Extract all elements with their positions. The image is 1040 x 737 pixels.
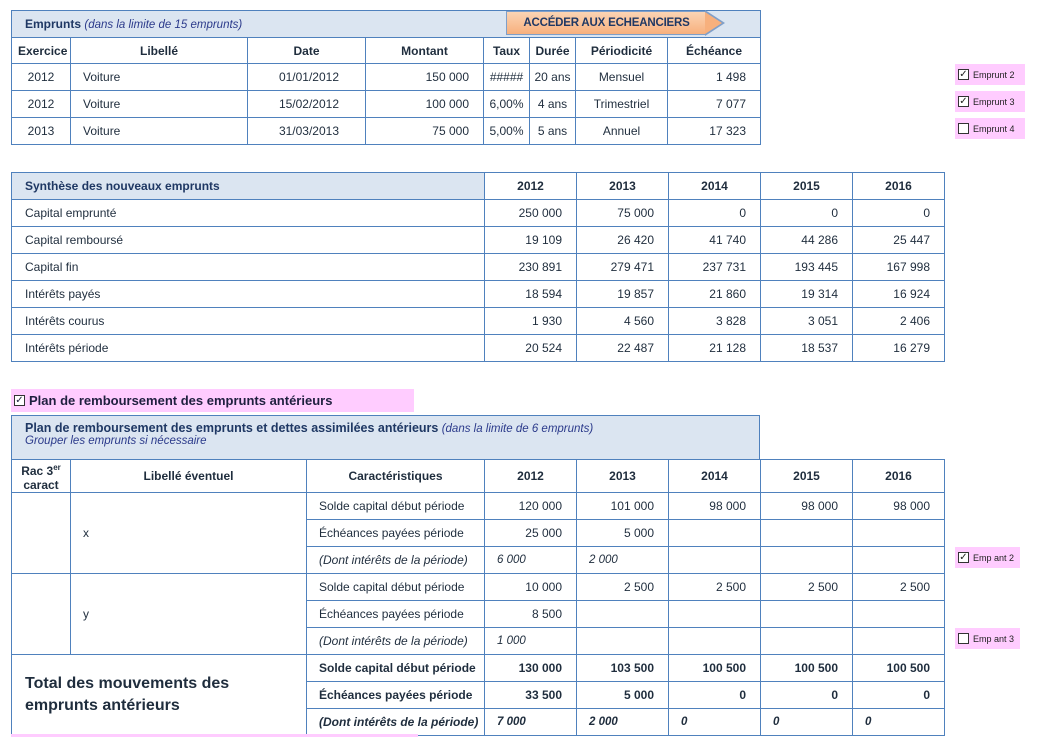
row-label: Échéances payées période [307,682,485,709]
value-cell[interactable]: 98 000 [669,493,761,520]
col-libelle-eventuel: Libellé éventuel [71,460,307,493]
value-cell: 0 [761,682,853,709]
table-row [12,64,761,91]
checkbox-checked-icon[interactable]: ✓ [959,95,968,107]
value-cell: 250 000 [485,200,577,227]
checkbox-label: Emprunt 4 [973,123,1015,134]
value-cell[interactable] [761,601,853,628]
checkbox-emp-ant-2[interactable] [955,547,1020,568]
plan-header [11,415,760,459]
emprunts-title: Emprunts [25,17,82,31]
value-cell[interactable]: 1 000 [485,628,577,655]
row-label: Solde capital début période [307,655,485,682]
col-caracteristiques: Caractéristiques [307,460,485,493]
row-label: Capital remboursé [12,227,485,254]
value-cell: 103 500 [577,655,669,682]
table-row [12,655,945,682]
cell-periodicite[interactable]: Mensuel [576,64,668,91]
plan-subtitle: Grouper les emprunts si nécessaire [25,435,207,447]
value-cell: 230 891 [485,254,577,281]
total-label: Total des mouvements des emprunts antérieurs [12,655,307,736]
value-cell[interactable] [577,628,669,655]
value-cell: 7 000 [485,709,577,736]
year-header: 2012 [485,173,577,200]
cell-montant[interactable]: 75 000 [366,118,484,145]
col-montant: Montant [366,38,484,64]
value-cell: 0 [669,709,761,736]
row-label: Capital emprunté [12,200,485,227]
value-cell[interactable]: 98 000 [853,493,945,520]
value-cell: 2 000 [577,709,669,736]
value-cell: 237 731 [669,254,761,281]
col-duree: Durée [530,38,576,64]
plan-title: Plan de remboursement des emprunts et dettes assimilées antérieurs [25,421,439,435]
col-taux: Taux [484,38,530,64]
value-cell: 18 537 [761,335,853,362]
cell-exercice[interactable]: 2013 [12,118,71,145]
value-cell[interactable] [669,601,761,628]
year-header: 2012 [485,460,577,493]
cell-echeance: 1 498 [668,64,761,91]
cell-date[interactable]: 15/02/2012 [248,91,366,118]
emprunts-subtitle: (dans la limite de 15 emprunts) [84,19,243,31]
checkbox-label: Emprunt 2 [973,69,1015,80]
value-cell: 19 109 [485,227,577,254]
value-cell[interactable] [669,628,761,655]
year-header: 2014 [669,460,761,493]
plan-checkbox-label: Plan de remboursement des emprunts antérieurs [29,393,333,408]
value-cell[interactable] [853,628,945,655]
value-cell: 2 406 [853,308,945,335]
cell-rac[interactable] [12,574,71,655]
value-cell: 1 930 [485,308,577,335]
row-label: Échéances payées période [307,601,485,628]
checkbox-unchecked-icon[interactable] [958,633,969,644]
cell-taux[interactable]: 5,00% [484,118,530,145]
value-cell: 21 860 [669,281,761,308]
checkbox-emprunt-2[interactable] [955,64,1025,85]
table-row [12,227,945,254]
value-cell: 18 594 [485,281,577,308]
cell-date[interactable]: 31/03/2013 [248,118,366,145]
row-label: Échéances payées période [307,520,485,547]
value-cell[interactable]: 2 500 [853,574,945,601]
cell-exercice[interactable]: 2012 [12,91,71,118]
table-row [12,493,945,520]
value-cell[interactable]: 2 500 [669,574,761,601]
row-label: Intérêts payés [12,281,485,308]
checkbox-plan-remboursement[interactable] [11,389,414,412]
value-cell: 0 [669,682,761,709]
checkbox-emp-ant-3[interactable] [955,628,1020,649]
value-cell: 3 051 [761,308,853,335]
row-label: Capital fin [12,254,485,281]
year-header: 2016 [853,173,945,200]
cell-duree[interactable]: 5 ans [530,118,576,145]
value-cell[interactable]: 2 500 [577,574,669,601]
cell-echeance: 7 077 [668,91,761,118]
value-cell: 3 828 [669,308,761,335]
value-cell: 193 445 [761,254,853,281]
cell-libelle-eventuel[interactable]: x [71,493,307,574]
table-row [12,281,945,308]
checkbox-label: Emp ant 3 [973,633,1015,644]
year-header: 2016 [853,460,945,493]
value-cell: 16 924 [853,281,945,308]
checkbox-label: Emp ant 2 [973,552,1015,563]
value-cell: 41 740 [669,227,761,254]
checkbox-emprunt-4[interactable] [955,118,1025,139]
value-cell: 5 000 [577,682,669,709]
table-row [12,118,761,145]
value-cell: 4 560 [577,308,669,335]
cell-libelle[interactable]: Voiture [71,118,248,145]
cell-exercice[interactable]: 2012 [12,64,71,91]
value-cell[interactable] [761,628,853,655]
table-row [12,254,945,281]
cell-montant[interactable]: 100 000 [366,91,484,118]
value-cell: 25 447 [853,227,945,254]
value-cell[interactable]: 2 000 [577,547,669,574]
value-cell[interactable] [853,520,945,547]
row-label: Intérêts période [12,335,485,362]
year-header: 2015 [761,173,853,200]
year-header: 2013 [577,173,669,200]
cell-taux[interactable]: ##### [484,64,530,91]
value-cell[interactable] [669,520,761,547]
year-header: 2014 [669,173,761,200]
col-libelle: Libellé [71,38,248,64]
cell-libelle[interactable]: Voiture [71,91,248,118]
col-echeance: Échéance [668,38,761,64]
table-row [12,200,945,227]
col-date: Date [248,38,366,64]
cell-rac[interactable] [12,493,71,574]
col-periodicite: Périodicité [576,38,668,64]
value-cell[interactable]: 2 500 [761,574,853,601]
synthese-table [11,172,945,362]
plan-title-note: (dans la limite de 6 emprunts) [441,423,594,435]
value-cell: 100 500 [761,655,853,682]
value-cell: 19 314 [761,281,853,308]
value-cell: 19 857 [577,281,669,308]
acceder-echeanciers-label[interactable]: ACCÉDER AUX ECHEANCIERS [506,11,706,35]
cell-date[interactable]: 01/01/2012 [248,64,366,91]
value-cell[interactable] [761,520,853,547]
cell-periodicite[interactable]: Annuel [576,118,668,145]
checkbox-label: Emprunt 3 [973,96,1015,107]
acceder-echeanciers-button[interactable] [506,10,724,36]
value-cell: 167 998 [853,254,945,281]
cell-duree[interactable]: 20 ans [530,64,576,91]
value-cell[interactable] [853,601,945,628]
checkbox-checked-icon[interactable]: ✓ [959,551,968,563]
value-cell: 22 487 [577,335,669,362]
cell-periodicite[interactable]: Trimestriel [576,91,668,118]
value-cell[interactable]: 8 500 [485,601,577,628]
cell-echeance: 17 323 [668,118,761,145]
cell-libelle[interactable]: Voiture [71,64,248,91]
table-row [12,91,761,118]
plan-table [11,459,945,736]
value-cell: 0 [853,682,945,709]
value-cell: 0 [761,200,853,227]
value-cell: 0 [853,200,945,227]
col-rac-label: Rac 3 [21,463,54,478]
table-row [12,574,945,601]
value-cell[interactable]: 6 000 [485,547,577,574]
cell-montant[interactable]: 150 000 [366,64,484,91]
table-row [12,308,945,335]
value-cell[interactable]: 98 000 [761,493,853,520]
value-cell[interactable] [853,547,945,574]
value-cell: 44 286 [761,227,853,254]
value-cell[interactable] [669,547,761,574]
value-cell[interactable]: 101 000 [577,493,669,520]
col-rac-label2: caract [23,477,59,492]
value-cell: 20 524 [485,335,577,362]
row-label: Intérêts courus [12,308,485,335]
year-header: 2013 [577,460,669,493]
value-cell: 0 [853,709,945,736]
table-row [12,335,945,362]
arrow-right-icon-fill [705,12,722,34]
value-cell: 16 279 [853,335,945,362]
cell-libelle-eventuel[interactable]: y [71,574,307,655]
col-rac-sup: er [53,462,61,472]
value-cell: 0 [761,709,853,736]
value-cell: 21 128 [669,335,761,362]
year-header: 2015 [761,460,853,493]
cell-duree[interactable]: 4 ans [530,91,576,118]
value-cell: 100 500 [853,655,945,682]
cell-taux[interactable]: 6,00% [484,91,530,118]
value-cell: 130 000 [485,655,577,682]
value-cell[interactable]: 5 000 [577,520,669,547]
value-cell: 26 420 [577,227,669,254]
value-cell: 33 500 [485,682,577,709]
value-cell[interactable]: 10 000 [485,574,577,601]
row-label: Solde capital début période [307,493,485,520]
col-exercice: Exercice [12,38,71,64]
value-cell: 100 500 [669,655,761,682]
checkbox-checked-icon[interactable]: ✓ [15,394,24,406]
value-cell[interactable]: 25 000 [485,520,577,547]
checkbox-emprunt-3[interactable] [955,91,1025,112]
value-cell[interactable] [761,547,853,574]
value-cell[interactable]: 120 000 [485,493,577,520]
row-label: (Dont intérêts de la période) [307,628,485,655]
row-label: (Dont intérêts de la période) [307,547,485,574]
checkbox-checked-icon[interactable]: ✓ [959,68,968,80]
row-label: Solde capital début période [307,574,485,601]
row-label: (Dont intérêts de la période) [307,709,485,736]
checkbox-unchecked-icon[interactable] [958,123,969,134]
value-cell[interactable] [577,601,669,628]
synthese-title: Synthèse des nouveaux emprunts [12,173,485,200]
col-rac [12,460,71,493]
value-cell: 75 000 [577,200,669,227]
value-cell: 0 [669,200,761,227]
value-cell: 279 471 [577,254,669,281]
